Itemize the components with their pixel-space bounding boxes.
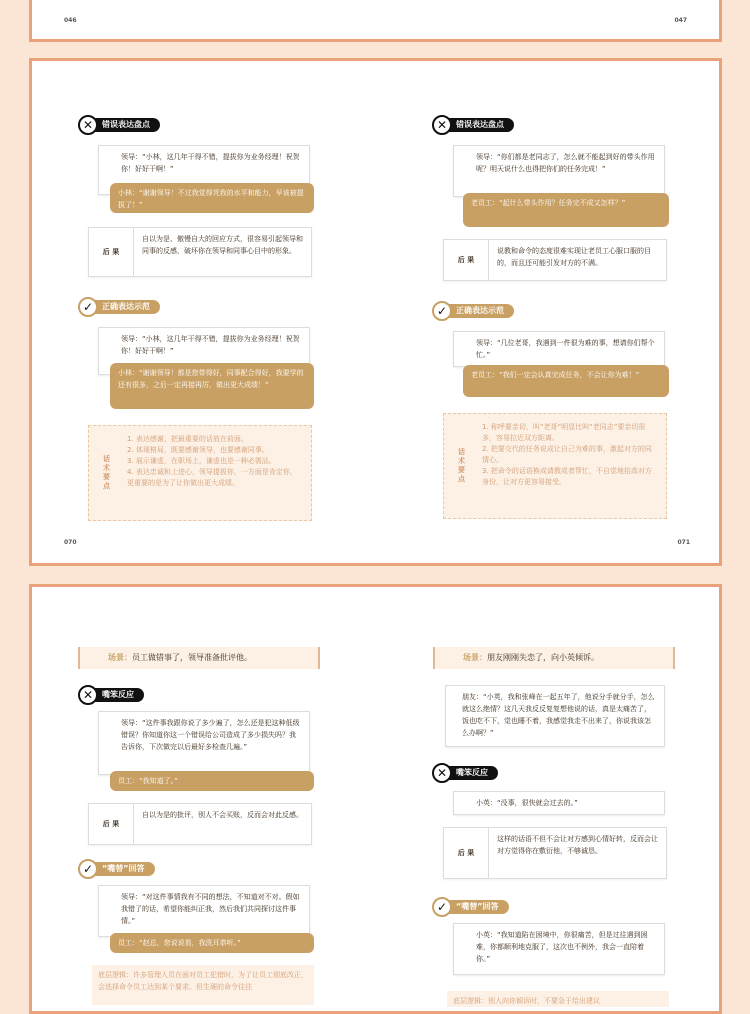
page-number: 070: [64, 539, 77, 546]
scene-bar: [78, 647, 320, 669]
wrong-tag-label: 错误表达盘点: [88, 118, 160, 132]
right-page: [377, 587, 722, 1007]
boss-bubble: 领导：“对这件事情我有不同的想法，不知道对不对。假如我错了的话，希望你能纠正我，然后我们共同探讨这件事情。”: [98, 885, 310, 937]
bottom-spread: [29, 584, 722, 1014]
top-spread: [29, 0, 722, 42]
page-number: 071: [677, 539, 690, 546]
tip-item: 3. 展示谦虚，在职场上，谦虚也是一种必需品。: [127, 457, 276, 465]
right-tag: [78, 297, 160, 317]
check-icon: ✓: [78, 297, 98, 317]
boss-bubble: 领导：“小林，这几年干得不错，提拔你为业务经理！祝贺你！好好干啊！”: [98, 145, 310, 195]
left-page: [32, 587, 377, 1007]
left-page: [32, 61, 377, 561]
result-box: [88, 803, 312, 845]
wrong-tag: [432, 115, 514, 135]
right-tag-label: “嘴替”回答: [88, 862, 155, 876]
scene-text: 朋友刚刚失恋了，向小英倾诉。: [487, 653, 599, 662]
scene-key: 场景：: [463, 653, 487, 662]
tips-list: [123, 426, 311, 520]
tip-item: 1. 表达感谢，把最重要的话放在前面。: [127, 435, 248, 443]
reply-bubble: 小英：“我知道陷在困境中，你很痛苦，但是过往遇到困难，你都顺利地克服了，这次也不例外，我会一直陪着你。”: [453, 923, 665, 975]
result-box: [443, 827, 667, 879]
right-page: [377, 61, 722, 561]
reply-bubble: 员工：“我知道了。”: [110, 771, 314, 791]
result-box: [88, 227, 312, 277]
check-icon: ✓: [78, 859, 98, 879]
result-box: [443, 239, 667, 281]
reply-bubble: 老员工：“起什么带头作用？任务完不成又怎样？”: [463, 193, 669, 227]
result-label: 后 果: [444, 828, 489, 878]
result-label: 后 果: [89, 228, 134, 276]
tip-item: 1. 称呼要亲切，叫“老哥”明显比叫“老同志”要亲切很多，容易拉近双方距离。: [482, 423, 646, 442]
result-label: 后 果: [444, 240, 489, 280]
cross-icon: ✕: [432, 115, 452, 135]
wrong-tag: [78, 685, 144, 705]
page-number: 046: [64, 17, 77, 24]
wrong-tag-label: 嘴笨反应: [88, 688, 144, 702]
scene-text: 员工做错事了，领导准备批评他。: [132, 653, 252, 662]
wrong-tag: [432, 763, 498, 783]
reply-bubble: 老员工：“我们一定会认真完成任务，不会让你为难！”: [463, 365, 669, 397]
result-text: 自以为是、傲慢自大的回应方式，很容易引起领导和同事的反感，破坏你在领导和同事心目中的形象。: [142, 235, 303, 255]
reply-bubble: 小林：“谢谢领导！都是您带得好，同事配合得好，我要学的还有很多，之后一定再接再厉，做出更大成绩！”: [110, 363, 314, 409]
boss-bubble: 领导：“几位老哥，我遇到一件很为难的事，想请你们帮个忙。”: [453, 331, 665, 367]
wrong-tag: [78, 115, 160, 135]
result-text: 这样的话语不但不会让对方感到心情好转，反而会让对方觉得你在敷衍他，不够诚恳。: [497, 835, 658, 855]
tip-item: 4. 表达忠诚和上进心，领导提拔你，一方面是肯定你，更重要的是为了让你做出更大成绩。: [127, 468, 297, 487]
result-label: 后 果: [89, 804, 134, 844]
cross-icon: ✕: [78, 685, 98, 705]
right-tag-label: 正确表达示范: [442, 304, 514, 318]
wrong-tag-label: 嘴笨反应: [442, 766, 498, 780]
tips-label: 话术要点: [102, 455, 111, 491]
cross-icon: ✕: [432, 763, 452, 783]
page-number: 047: [674, 17, 687, 24]
logic-box: 底层逻辑：别人向你倾诉时，不要急于给出建议: [447, 991, 669, 1007]
logic-box: 底层逻辑：许多管理人员在面对员工犯错时，为了让员工彻底改正，会选择命令员工达到某个要求。但生硬的命令往往: [92, 965, 314, 1005]
right-tag: [432, 897, 509, 917]
boss-bubble: 领导：“你们都是老同志了，怎么就不能起到好的带头作用呢？明天说什么也得把你们的任务完成！”: [453, 145, 665, 197]
tip-item: 3. 把命令的话语换成请教或者帮忙，不自觉地抬高对方身份，让对方更容易接受。: [482, 467, 652, 486]
reply-bubble: 员工：“赵总，您说说看，我洗耳恭听。”: [110, 933, 314, 953]
boss-bubble: 领导：“这件事我跟你说了多少遍了，怎么还是犯这种低级错误？你知道你这一个错误给公司造成了多少损失吗？我告诉你，下次做完以后最好多检查几遍。”: [98, 711, 310, 775]
scene-key: 场景：: [108, 653, 132, 662]
tip-item: 2. 把要交代的任务说成让自己为难的事，激起对方的同情心。: [482, 445, 652, 464]
reply-bubble: 小林：“谢谢领导！不过我觉得凭我的水平和能力，早该被提拔了！”: [110, 183, 314, 213]
scene-bar: [433, 647, 675, 669]
right-tag: [432, 301, 514, 321]
right-tag-label: 正确表达示范: [88, 300, 160, 314]
boss-bubble: 领导：“小林，这几年干得不错，提拔你为业务经理！祝贺你！好好干啊！”: [98, 327, 310, 375]
check-icon: ✓: [432, 897, 452, 917]
result-text: 说教和命令的态度很难实现让老员工心服口服的目的，而且还可能引发对方的不满。: [497, 247, 651, 267]
tips-list: [478, 414, 666, 518]
reply-bubble: 小英：“没事，很快就会过去的。”: [453, 791, 665, 815]
tips-box: [88, 425, 312, 521]
check-icon: ✓: [432, 301, 452, 321]
friend-bubble: 朋友：“小英，我和张峰在一起五年了，他说分手就分手，怎么就这么绝情？这几天我反反复复想他说的话，真是太痛苦了，饭也吃不下，觉也睡不着，我感觉我走不出来了，你说我该怎么办啊？”: [445, 685, 665, 747]
cross-icon: ✕: [78, 115, 98, 135]
wrong-tag-label: 错误表达盘点: [442, 118, 514, 132]
tips-label: 话术要点: [457, 448, 466, 484]
tip-item: 2. 体现格局，既要感谢领导，也要感谢同事。: [127, 446, 269, 454]
tips-box: [443, 413, 667, 519]
result-text: 自以为是的批评，别人不会买账，反而会对此反感。: [142, 811, 303, 819]
right-tag-label: “嘴替”回答: [442, 900, 509, 914]
middle-spread: [29, 58, 722, 566]
right-tag: [78, 859, 155, 879]
